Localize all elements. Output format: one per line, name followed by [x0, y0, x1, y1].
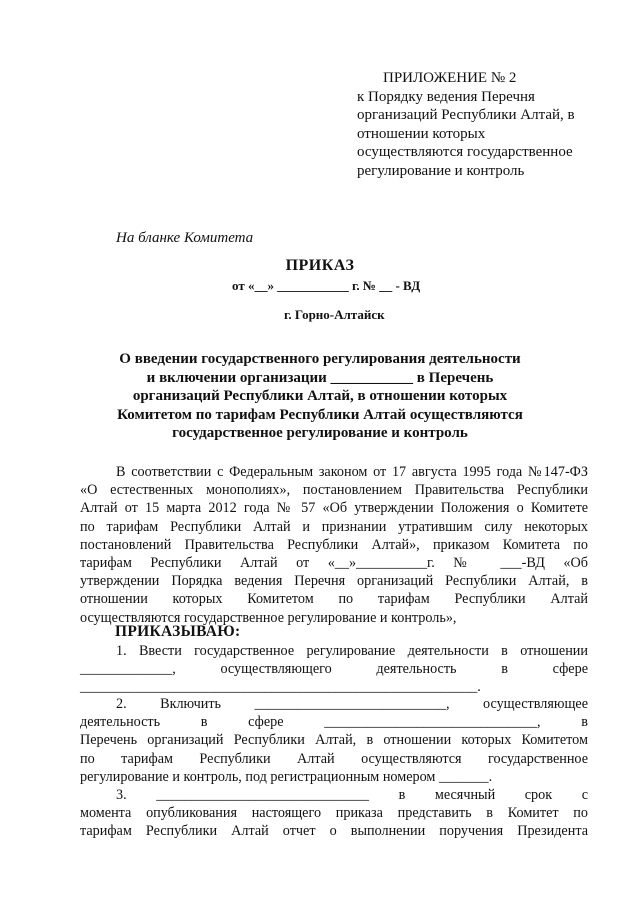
annex-line: осуществляются государственное	[357, 144, 573, 160]
item-line: Перечень организаций Республики Алтай, в отношении которых Комитетом	[80, 732, 588, 749]
subject-line: Комитетом по тарифам Республики Алтай осуществляются	[117, 406, 523, 423]
annex-line: к Порядку ведения Перечня	[357, 88, 535, 105]
item-line: момента опубликования настоящего приказа представить в Комитет по	[80, 805, 588, 822]
preamble-line: осуществляются государственное регулирование и контроль»,	[80, 609, 457, 626]
order-item-3	[80, 786, 588, 841]
order-item-2	[80, 695, 588, 786]
subject-line: и включении организации ___________ в Перечень	[146, 369, 494, 386]
preamble-line: утверждении Порядка ведения Перечня организаций Республики Алтай, в	[80, 573, 588, 590]
annex-block	[357, 69, 575, 180]
order-number-line: от «__» ___________ г. № __ - ВД	[232, 278, 421, 293]
preamble-line: отношении которых Комитетом по тарифам Республики Алтай	[80, 591, 588, 608]
item-line: тарифам Республики Алтай отчет о выполнении поручения Президента	[80, 823, 588, 840]
item-line: ________________________________________________________.	[80, 679, 481, 696]
item-line: 3. ______________________________ в месячный срок с	[116, 787, 588, 803]
annex-line: регулирование и контроль	[357, 162, 525, 179]
order-subject	[0, 350, 640, 443]
preamble-line: постановлений Правительства Республики Алтай», приказом Комитета по	[80, 536, 588, 553]
item-line: по тарифам Республики Алтай осуществляются государственное	[80, 750, 588, 767]
annex-line: организаций Республики Алтай, в	[357, 107, 575, 123]
preamble-line: по тарифам Республики Алтай и признании утратившим силу некоторых	[80, 518, 588, 535]
item-line: _____________, осуществляющего деятельность в сфере	[80, 661, 588, 678]
annex-line: отношении которых	[357, 125, 486, 142]
subject-line: организаций Республики Алтай, в отношении которых	[132, 388, 508, 404]
item-line: деятельность в сфере ______________________________, в	[80, 714, 588, 731]
item-line: регулирование и контроль, под регистрационным номером _______.	[80, 768, 493, 785]
order-city: г. Горно-Алтайск	[284, 307, 385, 322]
preamble-line: В соответствии с Федеральным законом от 17 августа 1995 года №147-ФЗ	[116, 464, 588, 480]
preamble-line: Алтай от 15 марта 2012 года № 57 «Об утверждении Положения о Комитете	[80, 500, 588, 517]
item-line: 1. Ввести государственное регулирование деятельности в отношении	[116, 643, 588, 659]
subject-line: О введении государственного регулирования деятельности	[119, 351, 521, 367]
decree-heading: ПРИКАЗЫВАЮ:	[115, 623, 241, 640]
preamble-paragraph	[80, 463, 588, 627]
letterhead-note: На бланке Комитета	[116, 230, 254, 246]
subject-line: государственное регулирование и контроль	[172, 425, 468, 441]
item-line: 2. Включить ___________________________, осуществляющее	[116, 696, 588, 712]
order-title: ПРИКАЗ	[285, 257, 355, 274]
order-item-1	[80, 642, 588, 697]
preamble-line: «О естественных монополиях», постановлением Правительства Республики	[80, 482, 588, 499]
preamble-line: тарифам Республики Алтай от «__»__________г. № ___-ВД «Об	[80, 555, 588, 572]
annex-title: ПРИЛОЖЕНИЕ № 2	[383, 70, 517, 86]
